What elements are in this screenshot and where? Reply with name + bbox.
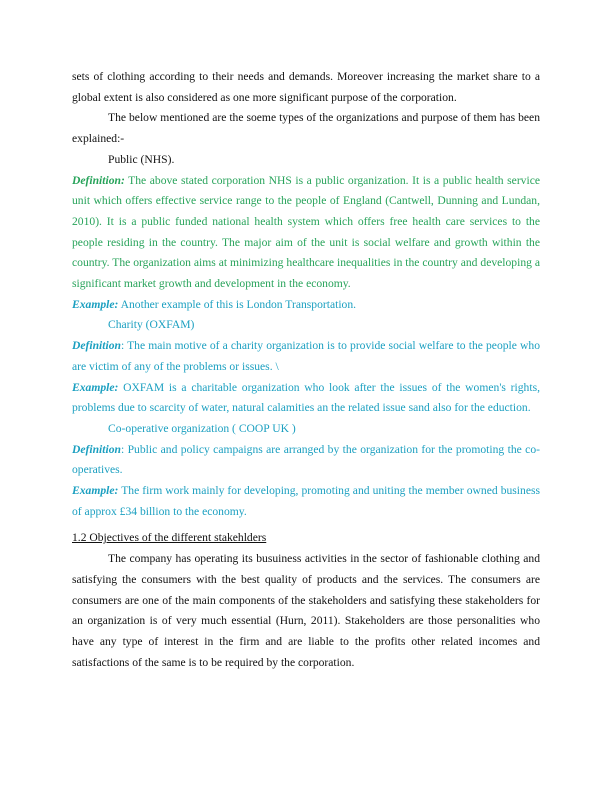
paragraph-intro: sets of clothing according to their needs and demands. Moreover increasing the market share to a global extent is also considered as one more significant purpose of the corporation. [72, 70, 540, 104]
document-body [72, 67, 540, 673]
section-body: The company has operating its busuiness activities in the sector of fashionable clothing and satisfying the consumers with the best quality of products and the services. The consumers are consumers are one of the main components of the stakeholders and satisfying these stakeholders for an organization is of very much essential (Hurn, 2011). Stakeholders are those personalities who have any type of interest in the firm and are liable to the profits other related incomes and satisfactions of the same is to be required by the corporation. [72, 552, 540, 669]
example-label: Example: [72, 380, 119, 394]
coop-example [72, 481, 540, 522]
charity-definition [72, 336, 540, 377]
definition-label: Definition: [72, 173, 125, 187]
charity-example [72, 378, 540, 419]
example-text: OXFAM is a charitable organization who look after the issues of the women's rights, problems due to scarcity of water, natural calamities an the related issue sand also for the eduction. [72, 380, 540, 415]
section-heading: 1.2 Objectives of the different stakehlders [72, 531, 267, 545]
example-label: Example: [72, 484, 119, 498]
example-text: Another example of this is London Transportation. [118, 297, 357, 311]
example-label: Example: [72, 297, 119, 311]
definition-label: Definition [72, 339, 121, 353]
coop-definition [72, 440, 540, 481]
heading-charity: Charity (OXFAM) [108, 318, 195, 332]
heading-public: Public (NHS). [108, 152, 175, 166]
public-example [72, 295, 540, 316]
definition-label: Definition [72, 442, 121, 456]
definition-text: : Public and policy campaigns are arranged by the organization for the promoting the co-operatives. [72, 442, 540, 477]
paragraph-types: The below mentioned are the soeme types of the organizations and purpose of them has been explained:- [72, 111, 540, 146]
example-text: The firm work mainly for developing, promoting and uniting the member owned business of approx £34 billion to the economy. [72, 484, 540, 518]
public-definition [72, 171, 540, 295]
heading-coop: Co-operative organization ( COOP UK ) [108, 421, 296, 435]
definition-text: The above stated corporation NHS is a public organization. It is a public health service unit which offers effective service range to the people of England (Cantwell, Dunning and Lundan, 2010). It is a public funded national health system which offers free health care services to the people residing in the country. The major aim of the unit is social welfare and growth within the country. The organization aims at minimizing healthcare inequalities in the country and developing a significant market growth and development in the economy. [72, 173, 540, 291]
definition-text: : The main motive of a charity organization is to provide social welfare to the people who are victim of any of the problems or issues. \ [72, 339, 540, 373]
